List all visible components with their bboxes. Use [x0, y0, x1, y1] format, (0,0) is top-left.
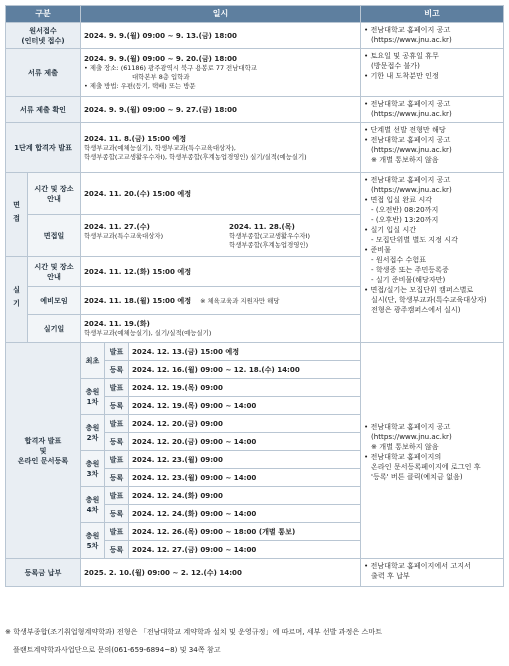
round-3-announce-date: 2024. 12. 23.(월) 09:00	[129, 451, 361, 469]
round-0-label: 최초	[81, 343, 105, 379]
header-date: 일시	[81, 6, 361, 23]
practical-day-cell: 2024. 11. 19.(화) 학생부교과(예체능실기), 실기/실적(예능실기)	[81, 315, 361, 343]
round-4-announce-label: 발표	[105, 487, 129, 505]
doc-check-date: 2024. 9. 9.(월) 09:00 ~ 9. 27.(금) 18:00	[81, 97, 361, 123]
interview-info-date: 2024. 11. 20.(수) 15:00 예정	[81, 173, 361, 215]
round-0-register-label: 등록	[105, 361, 129, 379]
footnote	[5, 623, 503, 659]
round-0-register-date: 2024. 12. 16.(월) 09:00 ~ 12. 18.(수) 14:00	[129, 361, 361, 379]
prep-meeting-cell: 2024. 11. 18.(월) 15:00 예정 ※ 체육교육과 지원자만 해당	[81, 287, 361, 315]
round-4-register-label: 등록	[105, 505, 129, 523]
header-category: 구분	[6, 6, 81, 23]
round-1-announce-label: 발표	[105, 379, 129, 397]
row-label-pass: 합격자 발표 및 온라인 문서등록	[6, 343, 81, 559]
round-5-label: 충원 5차	[81, 523, 105, 559]
round-4-label: 충원 4차	[81, 487, 105, 523]
row-label-doc-check: 서류 제출 확인	[6, 97, 81, 123]
remark-1: • 전남대학교 홈페이지 공고 (https://www.jnu.ac.kr)	[361, 23, 504, 49]
round-0-announce-date: 2024. 12. 13.(금) 15:00 예정	[129, 343, 361, 361]
round-5-announce-date: 2024. 12. 26.(목) 09:00 ~ 18:00 (개별 통보)	[129, 523, 361, 541]
schedule-table	[5, 5, 504, 587]
round-5-announce-label: 발표	[105, 523, 129, 541]
footnote-line-1: ※ 학생부종합(조기취업형계약학과) 전형은 「전남대학교 계약학과 설치 및 운영규정」에 따르며, 세부 선발 과정은 스마트	[5, 627, 383, 636]
round-5-register-date: 2024. 12. 27.(금) 09:00 ~ 14:00	[129, 541, 361, 559]
remark-7: • 전남대학교 홈페이지에서 고지서 출력 후 납부	[361, 559, 504, 587]
interview-info-label: 시간 및 장소 안내	[28, 173, 81, 215]
round-3-label: 충원 3차	[81, 451, 105, 487]
fee-date: 2025. 2. 10.(월) 09:00 ~ 2. 12.(수) 14:00	[81, 559, 361, 587]
round-2-announce-date: 2024. 12. 20.(금) 09:00	[129, 415, 361, 433]
header-remark: 비고	[361, 6, 504, 23]
footnote-line-2: 플랜트계약학과사업단으로 문의(061-659-6894~8) 및 34쪽 참고	[13, 645, 221, 654]
row-label-application: 원서접수 (인터넷 접수)	[6, 23, 81, 49]
round-4-register-date: 2024. 12. 24.(화) 09:00 ~ 14:00	[129, 505, 361, 523]
stage1-cell: 2024. 11. 8.(금) 15:00 예정 학생부교과(예체능실기), 학생부교과(특수교육대상자), 학생부종합(고교생활우수자Ⅰ), 학생부종합(후계농업경영인) 실기/실적(예능실기)	[81, 123, 361, 173]
round-2-register-date: 2024. 12. 20.(금) 09:00 ~ 14:00	[129, 433, 361, 451]
row-label-fee: 등록금 납부	[6, 559, 81, 587]
row-label-documents: 서류 제출	[6, 49, 81, 97]
round-2-register-label: 등록	[105, 433, 129, 451]
round-1-register-label: 등록	[105, 397, 129, 415]
remark-6: • 전남대학교 홈페이지 공고 (https://www.jnu.ac.kr) ※ 개별 통보하지 않음 • 전남대학교 홈페이지의 온라인 문서등록페이지에 로그인 후 '등록' 버튼 클릭(예치금 없음)	[361, 343, 504, 559]
round-3-register-label: 등록	[105, 469, 129, 487]
round-3-announce-label: 발표	[105, 451, 129, 469]
round-0-announce-label: 발표	[105, 343, 129, 361]
round-5-register-label: 등록	[105, 541, 129, 559]
remark-5: • 전남대학교 홈페이지 공고 (https://www.jnu.ac.kr) • 면접 입실 완료 시각 - (오전반) 08:20까지 - (오후반) 13:20까지 • 실기 입실 시간 - 모집단위별 별도 지정 시각 • 준비물 - 원서접수 수험표 - 학생증 또는 주민등록증 - 실기 준비물(해당자만) • 면접/실기는 모집단위 캠퍼스별로 실시(단, 학생부교과(특수교육대상자) 전형은 광주캠퍼스에서 실시)	[361, 173, 504, 343]
round-1-label: 충원 1차	[81, 379, 105, 415]
round-1-announce-date: 2024. 12. 19.(목) 09:00	[129, 379, 361, 397]
practical-day-label: 실기일	[28, 315, 81, 343]
documents-cell: 2024. 9. 9.(월) 09:00 ~ 9. 20.(금) 18:00 • 제출 장소: (61186) 광주광역시 북구 용봉로 77 전남대학교 대학본부 8층 입학과 • 제출 방법: 우편(등기, 택배) 또는 방문	[81, 49, 361, 97]
round-2-label: 충원 2차	[81, 415, 105, 451]
round-1-register-date: 2024. 12. 19.(목) 09:00 ~ 14:00	[129, 397, 361, 415]
group-label-practical: 실기	[6, 257, 28, 343]
remark-4: • 단계별 선발 전형만 해당 • 전남대학교 홈페이지 공고 (https://www.jnu.ac.kr) ※ 개별 통보하지 않음	[361, 123, 504, 173]
round-3-register-date: 2024. 12. 23.(월) 09:00 ~ 14:00	[129, 469, 361, 487]
interview-day-label: 면접일	[28, 215, 81, 257]
group-label-interview: 면접	[6, 173, 28, 257]
round-4-announce-date: 2024. 12. 24.(화) 09:00	[129, 487, 361, 505]
prep-meeting-label: 예비모임	[28, 287, 81, 315]
remark-2: • 토요일 및 공휴일 휴무 (방문접수 불가) • 기한 내 도착분만 인정	[361, 49, 504, 97]
row-label-stage1: 1단계 합격자 발표	[6, 123, 81, 173]
practical-info-date: 2024. 11. 12.(화) 15:00 예정	[81, 257, 361, 287]
interview-day-cell: 2024. 11. 27.(수) 학생부교과(특수교육대상자) 2024. 11. 28.(목) 학생부종합(고교생활우수자Ⅰ) 학생부종합(후계농업경영인)	[81, 215, 361, 257]
application-date: 2024. 9. 9.(월) 09:00 ~ 9. 13.(금) 18:00	[81, 23, 361, 49]
practical-info-label: 시간 및 장소 안내	[28, 257, 81, 287]
round-2-announce-label: 발표	[105, 415, 129, 433]
remark-3: • 전남대학교 홈페이지 공고 (https://www.jnu.ac.kr)	[361, 97, 504, 123]
